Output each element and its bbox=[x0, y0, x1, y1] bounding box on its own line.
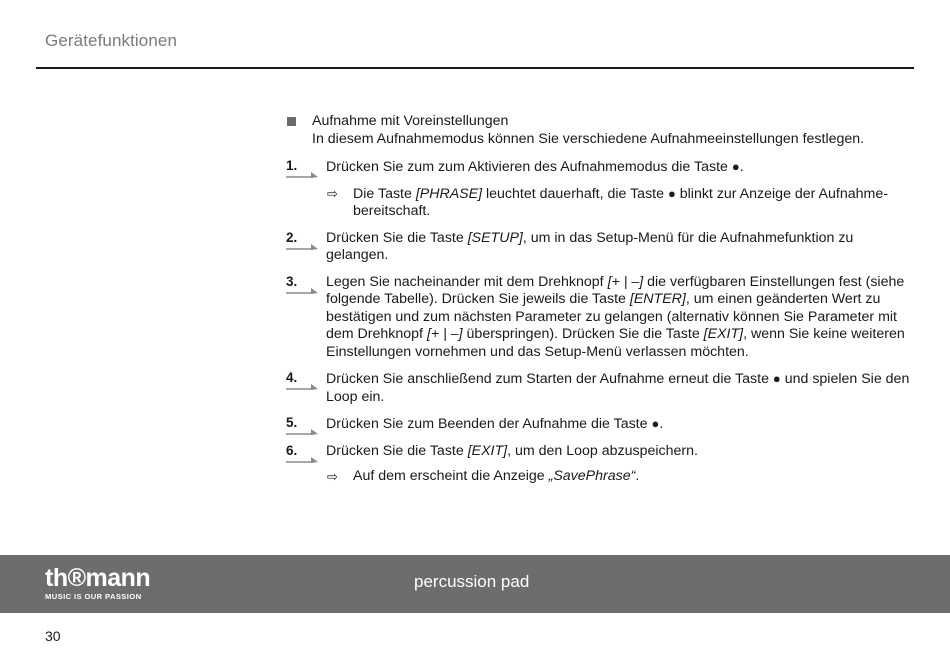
section-title: Aufnahme mit Voreinstellungen bbox=[312, 113, 509, 129]
record-button-icon: ● bbox=[651, 416, 660, 431]
product-name: percussion pad bbox=[414, 572, 530, 591]
step-text-end: . bbox=[739, 159, 744, 175]
page-number: 30 bbox=[45, 628, 61, 644]
key-exit: [EXIT] bbox=[703, 326, 744, 342]
step-number: 4. bbox=[286, 370, 298, 385]
step-1 bbox=[286, 158, 914, 177]
step-text: Drücken Sie anschließend zum Starten der Aufnahme erneut die Taste bbox=[326, 371, 773, 387]
result-text: Auf dem erscheint die Anzeige bbox=[353, 468, 549, 484]
step-number: 1. bbox=[286, 158, 298, 173]
result-text: Die Taste bbox=[353, 185, 416, 202]
result-text: . bbox=[635, 468, 640, 484]
square-bullet-icon bbox=[287, 117, 296, 126]
step-text: , um einen geänderten Wert zu bestätigen und zum nächsten Parameter zu gelangen (alternativ können Sie Parameter mit dem Drehknopf bbox=[326, 291, 897, 342]
step-text: Drücken Sie die Taste bbox=[326, 442, 468, 459]
step-number: 5. bbox=[286, 415, 298, 430]
knob-label: [+ | –] bbox=[607, 273, 644, 290]
step-arrow-icon bbox=[286, 384, 318, 390]
result-text: leuchtet dauerhaft, die Taste bbox=[482, 185, 668, 202]
step-text: die verfügbaren Einstellungen fest (siehe folgende Tabelle). Drücken Sie jeweils die Taste bbox=[326, 273, 905, 307]
step-5 bbox=[286, 415, 914, 434]
section-intro-text: In diesem Aufnahmemodus können Sie verschiedene Aufnahmeeinstellungen festlegen. bbox=[312, 130, 865, 147]
step-text: Legen Sie nacheinander mit dem Drehknopf bbox=[326, 273, 608, 290]
step-1-result bbox=[286, 185, 914, 221]
step-text: , um in das Setup-Menü für die Aufnahmefunktion zu gelangen. bbox=[326, 229, 854, 263]
step-text: Drücken Sie zum Beenden der Aufnahme die Taste bbox=[326, 416, 652, 432]
step-3 bbox=[286, 274, 914, 362]
step-number: 2. bbox=[286, 229, 298, 245]
step-arrow-icon bbox=[286, 457, 318, 463]
record-button-icon: ● bbox=[731, 159, 740, 174]
header-divider bbox=[36, 67, 914, 69]
brand-tagline: MUSIC IS OUR PASSION bbox=[45, 592, 142, 601]
key-setup: [SETUP] bbox=[467, 229, 523, 246]
step-text: , um den Loop abzuspeichern. bbox=[507, 442, 698, 459]
step-number: 6. bbox=[286, 442, 298, 458]
result-arrow-icon: ⇨ bbox=[327, 469, 338, 484]
result-arrow-icon: ⇨ bbox=[327, 185, 338, 201]
step-number: 3. bbox=[286, 273, 298, 289]
step-4 bbox=[286, 370, 914, 406]
step-arrow-icon bbox=[286, 172, 318, 178]
result-text: blinkt zur Anzeige der Aufnahmebereitschaft. bbox=[353, 185, 888, 219]
step-6 bbox=[286, 443, 914, 461]
record-button-icon: ● bbox=[667, 185, 676, 201]
step-text: . bbox=[659, 416, 664, 432]
step-text: überspringen). Drücken Sie die Taste bbox=[462, 326, 704, 342]
step-arrow-icon bbox=[286, 244, 318, 250]
knob-label: [+ | –] bbox=[426, 326, 463, 342]
display-message: „SavePhrase“ bbox=[548, 468, 636, 484]
step-6-result bbox=[286, 468, 914, 486]
key-phrase: [PHRASE] bbox=[415, 185, 483, 202]
key-enter: [ENTER] bbox=[629, 291, 686, 307]
section-intro bbox=[286, 113, 914, 148]
page-header-title: Gerätefunktionen bbox=[45, 31, 178, 50]
step-arrow-icon bbox=[286, 288, 318, 294]
step-2 bbox=[286, 230, 914, 265]
step-arrow-icon bbox=[286, 429, 318, 435]
record-button-icon: ● bbox=[772, 371, 781, 386]
step-text: Drücken Sie die Taste bbox=[326, 229, 468, 246]
step-text: Drücken Sie zum zum Aktivieren des Aufnahmemodus die Taste bbox=[326, 159, 732, 175]
instruction-section bbox=[286, 113, 914, 495]
step-text: und spielen Sie den Loop ein. bbox=[326, 371, 910, 405]
step-text: , wenn Sie keine weiteren Einstellungen vornehmen und das Setup-Menü verlassen möchten. bbox=[326, 326, 905, 360]
brand-logo bbox=[45, 565, 150, 601]
brand-wordmark: th®mann bbox=[45, 564, 151, 592]
key-exit: [EXIT] bbox=[467, 442, 508, 459]
